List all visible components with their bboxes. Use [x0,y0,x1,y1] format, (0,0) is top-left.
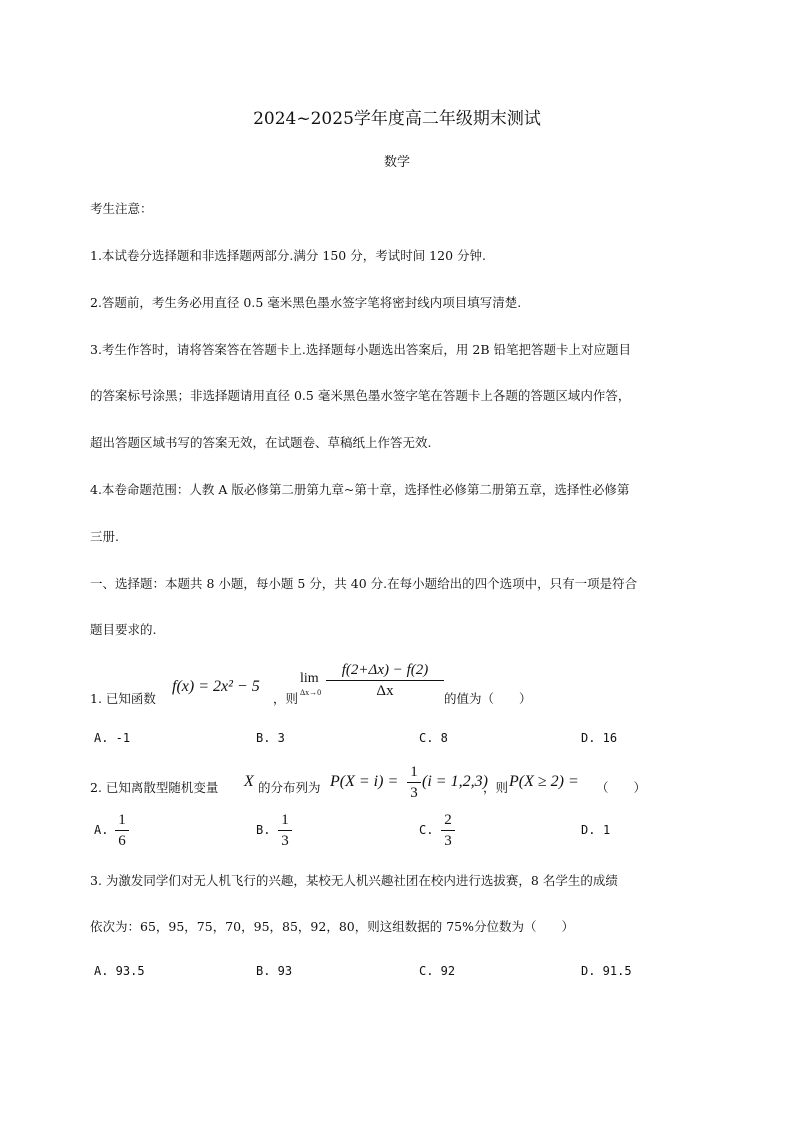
q2-variable: X [244,773,254,790]
notice-item-3-line-2: 的答案标号涂黑；非选择题请用直径 0.5 毫米黑色墨水签字笔在答题卡上各题的答题区域内作答， [90,388,631,403]
q3-option-c: C. 92 [419,964,456,978]
q2-option-c-bar [441,830,455,831]
q2-option-a-fraction [115,811,129,850]
section-1-line-1: 一、选择题：本题共 8 小题，每小题 5 分，共 40 分.在每小题给出的四个选项中，只有一项是符合 [90,576,638,591]
q2-fraction [407,763,421,802]
q2-range: (i = 1,2,3) [422,773,488,790]
q3-option-a: A. 93.5 [94,964,145,978]
q1-option-a: A. -1 [94,731,131,745]
q2-option-a-bar [115,830,129,831]
q1-option-c: C. 8 [419,731,448,745]
q3-line-1: 3. 为激发同学们对无人机飞行的兴趣，某校无人机兴趣社团在校内进行选拔赛，8 名学生的成绩 [90,873,618,888]
q1-function: f(x) = 2x² − 5 [172,678,260,695]
exam-title: 2024~2025学年度高二年级期末测试 [253,109,541,129]
q1-fraction-bar [326,680,444,681]
q3-option-b: B. 93 [256,964,293,978]
q1-prefix: 1. 已知函数 [90,691,156,706]
q2-prefix: 2. 已知离散型随机变量 [90,780,219,795]
q3-option-d: D. 91.5 [581,964,632,978]
q2-option-c-letter: C. [419,823,434,837]
q1-fraction [326,661,444,700]
notice-item-4-line-1: 4.本卷命题范围：人教 A 版必修第二册第九章~第十章，选择性必修第二册第五章，选择性必修第 [90,482,630,497]
q2-mid-1: 的分布列为 [258,780,321,795]
notice-item-1: 1.本试卷分选择题和非选择题两部分.满分 150 分，考试时间 120 分钟. [90,248,486,263]
q2-option-c-fraction [441,811,455,850]
q1-lim: lim [300,671,319,686]
q3-line-2: 依次为：65，95，75，70，95，85，92，80，则这组数据的 75%分位数为（ ） [90,919,575,934]
notice-item-2: 2.答题前，考生务必用直径 0.5 毫米黑色墨水签字笔将密封线内项目填写清楚. [90,295,522,310]
q2-option-b-bar [278,830,292,831]
notice-item-3-line-3: 超出答题区域书写的答案无效，在试题卷、草稿纸上作答无效. [90,435,432,450]
q1-option-d: D. 16 [581,731,618,745]
section-1-line-2: 题目要求的. [90,622,157,637]
q1-mid: ，则 [273,691,299,706]
q1-denominator: Δx [376,683,394,699]
q2-option-c-denominator: 3 [444,833,452,849]
q1-numerator: f(2+Δx) − f(2) [341,662,429,678]
q2-option-c-numerator: 2 [444,812,452,828]
notice-item-3-line-1: 3.考生作答时，请将答案答在答题卡上.选择题每小题选出答案后，用 2B 铅笔把答题卡上对应题目 [90,342,631,357]
q2-mid-2: ，则 [483,780,509,795]
notice-item-4-line-2: 三册. [90,529,119,544]
q2-fraction-denominator: 3 [410,785,418,801]
q2-option-b-numerator: 1 [281,812,289,828]
q2-fraction-numerator: 1 [410,764,418,780]
exam-subject: 数学 [383,155,410,170]
q2-option-d-letter: D. [581,823,596,837]
q2-suffix: （ ） [596,780,647,795]
q2-query: P(X ≥ 2) = [509,773,579,790]
q2-option-a-letter: A. [94,823,109,837]
q1-lim-subscript: Δx→0 [300,688,322,697]
q2-option-b-fraction [278,811,292,850]
q2-option-d-text: 1 [603,823,611,837]
q2-option-b-denominator: 3 [281,833,289,849]
q2-option-b-letter: B. [256,823,271,837]
q2-option-a-denominator: 6 [118,833,126,849]
notice-heading: 考生注意： [90,201,153,216]
q1-option-b: B. 3 [256,731,285,745]
q2-fraction-bar [407,782,421,783]
q2-lhs: P(X = i) = [330,773,399,790]
q2-option-a-numerator: 1 [118,812,126,828]
q1-suffix: 的值为（ ） [444,691,532,706]
